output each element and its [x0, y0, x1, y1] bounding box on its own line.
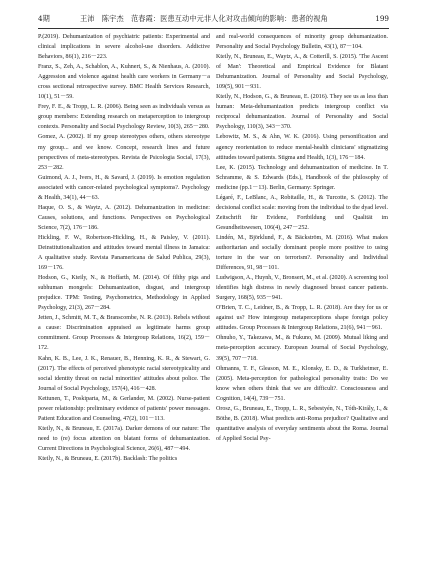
reference-entry: Kteily, N., Bruneau, E., Waytz, A., & Cotterill, S. (2015). 'The Ascent of Man': Theoretical and Empirical Evidence for Blatant Dehumanization. Journal of Personality and Social Psychology, 109(5), 901－931. [216, 54, 388, 91]
reference-entry: Jetten, J., Schmitt, M. T., & Branscombe, N. R. (2013). Rebels without a cause: Discrimination appraised as legitimate harms group commitment. Group Processes & Intergroup Relations, 16(2), 159－172. [38, 315, 210, 352]
reference-entry: and real-world consequences of minority group dehumanization. Personality and Social Psychology Bulletin, 43(1), 87－104. [216, 34, 388, 51]
reference-entry: Gomez, A. (2002). If my group stereotypes others, others stereotype my group... and we know. Concept, research lines and future perspectives of meta-stereotypes. Revista de Psicologia Social, 17(3), 253－282. [38, 134, 210, 171]
reference-entry: Lindén, M., Björklund, F., & Bäckström, M. (2016). What makes authoritarian and socially dominant people more positive to using torture in the war on terrorism?. Personality and Individual Differences, 91, 98－101. [216, 234, 388, 272]
reference-entry: Franz, S., Zeh, A., Schablon, A., Kuhnert, S., & Nienhaus, A. (2010). Aggression and violence against health care workers in Germany－a cross sectional retrospective survey. BMC Health Services Research, 10(1), 51－59. [38, 64, 210, 101]
references-right-column [216, 32, 388, 444]
reference-entry: O'Brien, T. C., Leidner, B., & Tropp, L. R. (2018). Are they for us or against us? How intergroup metaperceptions shape foreign policy attitudes. Group Processes & Intergroup Relations, 21(6), 941－961. [216, 305, 388, 332]
running-header [38, 12, 389, 26]
reference-entry: Kettunen, T., Poskiparta, M., & Gerlander, M. (2002). Nurse-patient power relationship: preliminary evidence of patients' power messages. Patient Education and Counseling, 47(2), 101－113. [38, 395, 210, 422]
reference-entry: Ludwigson, A., Huynh, V., Bronsert, M., et al. (2020). A screening tool identifies high distress in newly diagnosed breast cancer patients. Surgery, 168(5), 935－941. [216, 275, 388, 302]
reference-entry: Guimond, A. J., Ivers, H., & Savard, J. (2019). Is emotion regulation associated with cancer-related psychological symptoms?. Psychology & Health, 34(1), 44－63. [38, 174, 210, 201]
reference-entry: P.(2019). Dehumanization of psychiatric patients: Experimental and clinical implications in severe alcohol-use disorders. Addictive Behaviors, 86(1), 216－223. [38, 34, 210, 61]
reference-entry: Ohmanns, T. F., Gleason, M. E., Klonsky, E. D., & Turkheimer, E. (2005). Meta-perception for pathological personality traits: Do we know when others think that we are difficult?. Consciousness and Cognition, 14(4), 739－751. [216, 365, 388, 402]
running-title: 王沛 陈宇杰 范春霞：医患互动中元非人化对攻击倾向的影响：患者的视角 [80, 14, 328, 23]
reference-entry: Haque, O. S., & Waytz, A. (2012). Dehumanization in medicine: Causes, solutions, and functions. Perspectives on Psychological Science, 7(2), 176－186. [38, 204, 210, 231]
reference-entry: Kteily, N., & Bruneau, E. (2017b). Backlash: The politics [38, 455, 178, 462]
reference-entry: Ohnuho, Y., Takezawa, M., & Fukuno, M. (2009). Mutual liking and meta-perception accuracy. European Journal of Social Psychology, 39(5), 707－718. [216, 335, 388, 362]
reference-entry: Kahn, K. B., Lee, J. K., Renauer, B., Henning, K. R., & Stewart, G. (2017). The effects of perceived phenotypic racial stereotypicality and social identity threat on racial minorities' attitudes about police. The Journal of Social Psychology, 157(4), 416－428. [38, 355, 210, 392]
issue-number: 4期 [38, 14, 50, 23]
reference-entry: Kteily, N., & Bruneau, E. (2017a). Darker demons of our nature: The need to (re) focus attention on blatant forms of dehumanization. Current Directions in Psychological Science, 26(6), 487－494. [38, 425, 210, 452]
reference-entry: Lee, K. (2015). Technology and dehumanization of medicine. In T. Schramme, & S. Edwards (Eds.), Handbook of the philosophy of medicine (pp.1－13). Berlin, Germany: Springer. [216, 164, 388, 191]
reference-entry: Lebowitz, M. S., & Ahn, W. K. (2016). Using personification and agency reorientation to reduce mental-health clinicians' stigmatizing attitudes toward patients. Stigma and Health, 1(3), 176－184. [216, 134, 388, 161]
reference-entry: Orosz, G., Bruneau, E., Tropp, L. R., Sebestyén, N., Tóth-Király, I., & Böthe, B. (2018). What predicts anti-Roma prejudice? Qualitative and quantitative analysis of everyday sentiments about the Roma. Journal of Applied Social Psy- [216, 405, 388, 442]
references-left-column [38, 32, 210, 464]
reference-entry: Frey, F. E., & Tropp, L. R. (2006). Being seen as individuals versus as group members: Extending research on metaperception to intergroup contexts. Personality and Social Psychology Review, 10(3), 265－280. [38, 104, 210, 131]
reference-entry: Légaré, F., LeBlanc, A., Robitaille, H., & Turcotte, S. (2012). The decisional conflict scale: moving from the individual to the dyad level. Zeitschrift für Evidenz, Fortbildung und Qualität im Gesundheitswesen, 106(4), 247－252. [216, 194, 388, 231]
reference-entry: Hodson, G., Kteily, N., & Hoffarth, M. (2014). Of filthy pigs and subhuman mongrels: Dehumanization, disgust, and intergroup prejudice. TPM: Testing, Psychometrics, Methodology in Applied Psychology, 21(3), 267－284. [38, 275, 210, 312]
reference-entry: Hickling, F. W., Robertson-Hickling, H., & Paisley, V. (2011). Deinstitutionalization and attitudes toward mental illness in Jamaica: A qualitative study. Revista Panamericana de Salud Publica, 29(3), 169－176. [38, 234, 210, 272]
page-number: 199 [375, 14, 389, 23]
header-rule [38, 28, 389, 29]
reference-entry: Kteily, N., Hodson, G., & Bruneau, E. (2016). They see us as less than human: Meta-dehumanization predicts intergroup conflict via reciprocal dehumanization. Journal of Personality and Social Psychology, 110(3), 343－370. [216, 94, 388, 131]
